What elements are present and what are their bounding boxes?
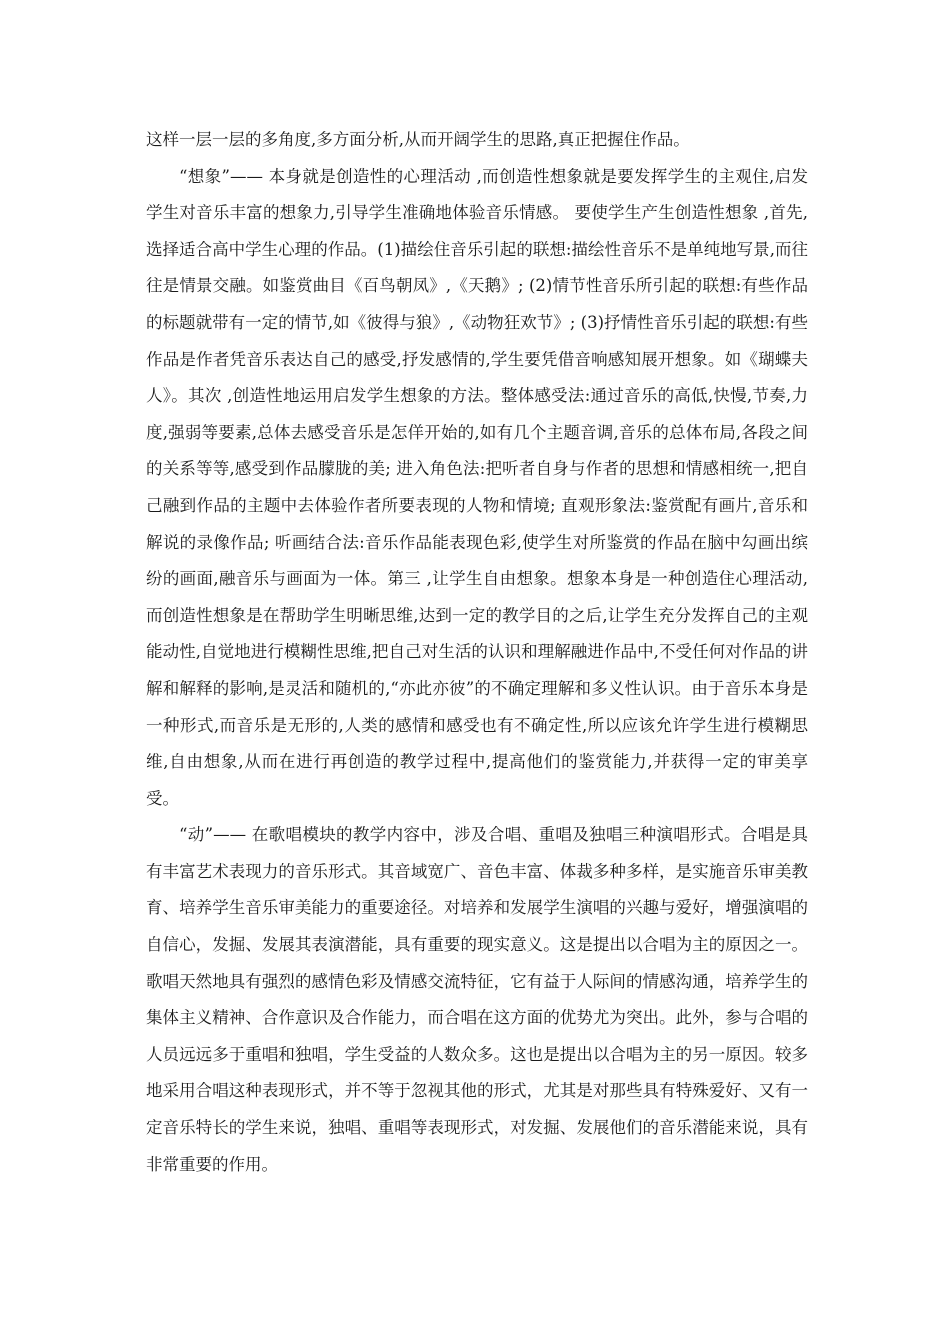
body-text [146,122,808,1183]
paragraph-continuation: 这样一层一层的多角度,多方面分析,从而开阔学生的思路,真正把握住作品。 [146,130,690,149]
paragraph-imagination: “想象”—— 本身就是创造性的心理活动 ,而创造性想象就是要发挥学生的主观住,启发学生对音乐丰富的想象力,引导学生准确地体验音乐情感。 要使学生产生创造性想象 ,首先,选择适合高中学生心理的作品。(1)描绘住音乐引起的联想:描绘性音乐不是单纯地写景,而往往是情景交融。如鉴赏曲目《百鸟朝凤》,《天鹅》; (2)情节性音乐所引起的联想:有些作品的标题就带有一定的情节,如《彼得与狼》,《动物狂欢节》; (3)抒情性音乐引起的联想:有些作品是作者凭音乐表达自己的感受,抒发感情的,学生要凭借音响感知展开想象。如《瑚蝶夫人》。其次 ,创造性地运用启发学生想象的方法。整体感受法:通过音乐的高低,快慢,节奏,力度,强弱等要素,总体去感受音乐是怎佯开始的,如有几个主题音调,音乐的总体布局,各段之间的关系等等,感受到作品朦胧的美; 进入角色法:把听者自身与作者的思想和情感相统一,把自己融到作品的主题中去体验作者所要表现的人物和情境; 直观形象法:鉴赏配有画片,音乐和解说的录像作品; 听画结合法:音乐作品能表现色彩,使学生对所鉴赏的作品在脑中勾画出缤纷的画面,融音乐与画面为一体。第三 ,让学生自由想象。想象本身是一种创造住心理活动,而创造性想象是在帮助学生明晰思维,达到一定的教学目的之后,让学生充分发挥自己的主观能动性,自觉地进行模糊性思维,把自己对生活的认识和理解融进作品中,不受任何对作品的讲解和解释的影响,是灵活和随机的,“亦此亦彼”的不确定理解和多义性认识。由于音乐本身是一种形式,而音乐是无形的,人类的感情和感受也有不确定性,所以应该允许学生进行模糊思维,自由想象,从而在进行再创造的教学过程中,提高他们的鉴赏能力,并获得一定的审美享受。 [146,166,808,808]
paragraph-movement: “动”—— 在歌唱模块的教学内容中，涉及合唱、重唱及独唱三种演唱形式。合唱是具有丰富艺术表现力的音乐形式。其音域宽广、音色丰富、体裁多种多样，是实施音乐审美教育、培养学生音乐审美能力的重要途径。对培养和发展学生演唱的兴趣与爱好，增强演唱的自信心，发掘、发展其表演潜能，具有重要的现实意义。这是提出以合唱为主的原因之一。歌唱天然地具有强烈的感情色彩及情感交流特征，它有益于人际间的情感沟通，培养学生的集体主义精神、合作意识及合作能力，而合唱在这方面的优势尤为突出。此外，参与合唱的人员远远多于重唱和独唱，学生受益的人数众多。这也是提出以合唱为主的另一原因。较多地采用合唱这种表现形式，并不等于忽视其他的形式，尤其是对那些具有特殊爱好、又有一定音乐特长的学生来说，独唱、重唱等表现形式，对发掘、发展他们的音乐潜能来说，具有非常重要的作用。 [146,825,808,1174]
